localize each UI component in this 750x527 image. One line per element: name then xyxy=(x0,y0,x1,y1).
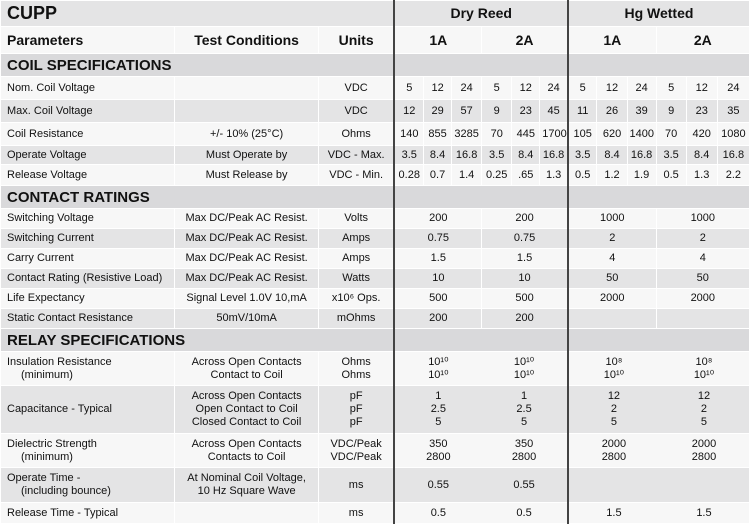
value-cell: 39 xyxy=(627,100,656,123)
value-cell: 445 xyxy=(512,123,540,146)
table-row xyxy=(1,123,750,146)
param-label: Switching Current xyxy=(1,229,175,249)
value-cell: 2000 xyxy=(568,289,656,309)
value-cell: 1.3 xyxy=(540,165,568,186)
unit: Watts xyxy=(318,269,394,289)
param-label: Life Expectancy xyxy=(1,289,175,309)
value-cell: 200 xyxy=(482,209,568,229)
param-label: Coil Resistance xyxy=(1,123,175,146)
value-cell: 10 xyxy=(482,269,568,289)
unit: pF xyxy=(349,390,363,402)
unit: VDC - Max. xyxy=(318,146,394,165)
condition: Across Open Contacts xyxy=(191,437,302,450)
condition: Max DC/Peak AC Resist. xyxy=(175,269,318,289)
value-cell: 35 xyxy=(717,100,749,123)
condition: Across Open Contacts xyxy=(191,355,302,368)
unit: pF xyxy=(349,403,363,415)
condition: 10 Hz Square Wave xyxy=(197,485,296,497)
value-cell: 1.5 xyxy=(606,506,622,519)
value-cell: 26 xyxy=(597,100,627,123)
value-cell: 12 xyxy=(686,77,717,100)
value-cell xyxy=(568,309,656,329)
value-cell: 12 xyxy=(512,77,540,100)
condition: Max DC/Peak AC Resist. xyxy=(175,249,318,269)
value-cell: 1.3 xyxy=(686,165,717,186)
param-label: Nom. Coil Voltage xyxy=(1,77,175,100)
value-cell: 12 xyxy=(607,390,621,402)
condition: +/- 10% (25°C) xyxy=(175,123,318,146)
value-cell: 2800 xyxy=(511,450,537,463)
value-cell: 29 xyxy=(424,100,452,123)
param-label: Capacitance - Typical xyxy=(1,386,175,434)
value-cell: 23 xyxy=(686,100,717,123)
section-contact: CONTACT RATINGS xyxy=(1,186,395,209)
value-cell: 8.4 xyxy=(512,146,540,165)
table-row xyxy=(1,100,750,123)
value-cell: 5 xyxy=(656,77,686,100)
table-row xyxy=(1,165,750,186)
table-row xyxy=(1,209,750,229)
value-cell: 200 xyxy=(394,209,481,229)
value-cell: 12 xyxy=(597,77,627,100)
param-label: Max. Coil Voltage xyxy=(1,100,175,123)
unit: x10⁶ Ops. xyxy=(318,289,394,309)
value-cell: 24 xyxy=(627,77,656,100)
value-cell: 105 xyxy=(568,123,597,146)
value-cell: 10⁸ xyxy=(605,355,623,368)
unit: VDC/Peak xyxy=(330,450,382,463)
unit: VDC xyxy=(318,77,394,100)
value-cell: 50 xyxy=(656,269,749,289)
condition: Closed Contact to Coil xyxy=(191,416,302,428)
value-cell: 24 xyxy=(540,77,568,100)
value-cell: 12 xyxy=(697,390,711,402)
value-cell: 3.5 xyxy=(656,146,686,165)
value-cell: 2800 xyxy=(426,450,451,463)
value-cell: 1400 xyxy=(627,123,656,146)
header-dry-2a: 2A xyxy=(482,27,568,54)
value-cell: 2.5 xyxy=(516,403,532,415)
value-cell: 3.5 xyxy=(568,146,597,165)
value-cell: 2 xyxy=(610,403,617,415)
condition: Must Operate by xyxy=(175,146,318,165)
header-test-conditions: Test Conditions xyxy=(175,27,318,54)
section-fill xyxy=(394,54,567,77)
param-label: Switching Voltage xyxy=(1,209,175,229)
value-cell: 10¹⁰ xyxy=(513,368,535,381)
param-label: (including bounce) xyxy=(21,485,111,497)
unit: Amps xyxy=(318,229,394,249)
value-cell: 8.4 xyxy=(597,146,627,165)
value-cell: 10¹⁰ xyxy=(693,368,715,381)
value-cell: 16.8 xyxy=(452,146,482,165)
value-cell: 1.9 xyxy=(627,165,656,186)
value-cell: 1.5 xyxy=(482,249,568,269)
unit: VDC xyxy=(318,100,394,123)
table-row xyxy=(1,309,750,329)
value-cell: 1080 xyxy=(717,123,749,146)
value-cell: 0.7 xyxy=(424,165,452,186)
unit: pF xyxy=(349,416,363,428)
value-cell: 8.4 xyxy=(424,146,452,165)
value-cell: 57 xyxy=(452,100,482,123)
value-cell: 70 xyxy=(656,123,686,146)
condition: At Nominal Coil Voltage, xyxy=(187,472,306,484)
value-cell: 0.5 xyxy=(656,165,686,186)
value-cell: 0.28 xyxy=(394,165,423,186)
value-cell: 16.8 xyxy=(717,146,749,165)
table-row xyxy=(1,146,750,165)
param-label: Release Voltage xyxy=(1,165,175,186)
condition: Contacts to Coil xyxy=(207,450,286,463)
unit: VDC/Peak xyxy=(330,437,382,450)
table-title: CUPP xyxy=(1,1,395,27)
value-cell: 2000 xyxy=(691,437,717,450)
condition: Signal Level 1.0V 10,mA xyxy=(175,289,318,309)
value-cell: 2800 xyxy=(691,450,717,463)
value-cell: 2.2 xyxy=(717,165,749,186)
value-cell: .65 xyxy=(512,165,540,186)
value-cell: 1 xyxy=(435,390,442,402)
value-cell: 1.2 xyxy=(597,165,627,186)
value-cell: 16.8 xyxy=(627,146,656,165)
unit: Ohms xyxy=(341,355,371,368)
header-units: Units xyxy=(318,27,394,54)
value-cell: 0.5 xyxy=(568,165,597,186)
table-row xyxy=(1,289,750,309)
table-row xyxy=(1,386,750,434)
value-cell: 4 xyxy=(568,249,656,269)
value-cell: 1.5 xyxy=(696,506,712,519)
unit: Volts xyxy=(318,209,394,229)
table-row xyxy=(1,229,750,249)
value-cell: 420 xyxy=(686,123,717,146)
value-cell: 5 xyxy=(568,77,597,100)
value-cell: 4 xyxy=(656,249,749,269)
value-cell: 855 xyxy=(424,123,452,146)
table-row xyxy=(1,77,750,100)
value-cell: 5 xyxy=(700,416,708,428)
section-fill xyxy=(568,54,750,77)
header-hg-2a: 2A xyxy=(656,27,749,54)
value-cell: 350 xyxy=(429,437,448,450)
value-cell: 3.5 xyxy=(482,146,512,165)
param-label: Operate Voltage xyxy=(1,146,175,165)
param-label: Contact Rating (Resistive Load) xyxy=(1,269,175,289)
section-fill xyxy=(568,186,750,209)
value-cell: 50 xyxy=(568,269,656,289)
table-row xyxy=(1,269,750,289)
condition: Max DC/Peak AC Resist. xyxy=(175,229,318,249)
section-coil: COIL SPECIFICATIONS xyxy=(1,54,395,77)
value-cell: 1000 xyxy=(568,209,656,229)
value-cell: 500 xyxy=(394,289,481,309)
param-label: Operate Time - xyxy=(7,472,81,484)
value-cell: 1000 xyxy=(656,209,749,229)
value-cell: 1 xyxy=(521,390,528,402)
value-cell: 10⁸ xyxy=(695,355,713,368)
param-label: (minimum) xyxy=(21,450,73,463)
unit: mOhms xyxy=(318,309,394,329)
header-dry-1a: 1A xyxy=(394,27,481,54)
value-cell: 45 xyxy=(540,100,568,123)
table-row xyxy=(1,468,750,503)
value-cell: 2.5 xyxy=(430,403,446,415)
value-cell: 24 xyxy=(717,77,749,100)
unit: ms xyxy=(318,503,394,524)
condition xyxy=(175,77,318,100)
value-cell: 5 xyxy=(521,416,528,428)
section-fill xyxy=(568,329,750,352)
condition xyxy=(175,100,318,123)
value-cell: 1.5 xyxy=(394,249,481,269)
param-label: Release Time - Typical xyxy=(1,503,175,524)
value-cell: 2 xyxy=(568,229,656,249)
value-cell: 24 xyxy=(452,77,482,100)
unit: Ohms xyxy=(341,368,371,381)
value-cell: 10¹⁰ xyxy=(513,355,535,368)
condition: Max DC/Peak AC Resist. xyxy=(175,209,318,229)
param-label: (minimum) xyxy=(21,368,73,381)
value-cell: 70 xyxy=(482,123,512,146)
value-cell: 16.8 xyxy=(540,146,568,165)
value-cell: 0.75 xyxy=(394,229,481,249)
value-cell: 350 xyxy=(514,437,534,450)
value-cell: 5 xyxy=(435,416,442,428)
header-parameters: Parameters xyxy=(1,27,175,54)
value-cell: 200 xyxy=(394,309,481,329)
param-label: Carry Current xyxy=(1,249,175,269)
value-cell: 2800 xyxy=(601,450,627,463)
value-cell: 0.5 xyxy=(516,506,532,519)
value-cell xyxy=(656,309,749,329)
value-cell: 0.75 xyxy=(482,229,568,249)
value-cell: 2000 xyxy=(601,437,627,450)
condition: Across Open Contacts xyxy=(191,390,302,402)
value-cell: 9 xyxy=(656,100,686,123)
value-cell: 620 xyxy=(597,123,627,146)
value-cell: 5 xyxy=(394,77,423,100)
group-hg-wetted: Hg Wetted xyxy=(568,1,750,27)
unit: Amps xyxy=(318,249,394,269)
section-fill xyxy=(394,329,567,352)
value-cell: 2 xyxy=(656,229,749,249)
value-cell: 9 xyxy=(482,100,512,123)
condition: Contact to Coil xyxy=(210,368,283,381)
value-cell: 0.5 xyxy=(430,506,446,519)
value-cell: 1700 xyxy=(540,123,568,146)
value-cell: 8.4 xyxy=(686,146,717,165)
value-cell: 200 xyxy=(482,309,568,329)
value-cell: 2 xyxy=(700,403,708,415)
value-cell: 10¹⁰ xyxy=(428,368,449,381)
unit: ms xyxy=(318,468,394,503)
unit: VDC - Min. xyxy=(318,165,394,186)
value-cell: 2000 xyxy=(656,289,749,309)
condition: 50mV/10mA xyxy=(175,309,318,329)
condition: Open Contact to Coil xyxy=(195,403,298,415)
table-row xyxy=(1,503,750,524)
table-row xyxy=(1,352,750,386)
value-cell: 0.25 xyxy=(482,165,512,186)
header-hg-1a: 1A xyxy=(568,27,656,54)
value-cell: 3.5 xyxy=(394,146,423,165)
value-cell: 1.4 xyxy=(452,165,482,186)
value-cell: 12 xyxy=(394,100,423,123)
value-cell: 12 xyxy=(424,77,452,100)
condition: Must Release by xyxy=(175,165,318,186)
value-cell: 10¹⁰ xyxy=(428,355,449,368)
unit: Ohms xyxy=(318,123,394,146)
value-cell: 5 xyxy=(610,416,617,428)
section-fill xyxy=(394,186,567,209)
value-cell: 11 xyxy=(568,100,597,123)
condition xyxy=(175,503,318,524)
value-cell: 500 xyxy=(482,289,568,309)
param-label: Dielectric Strength xyxy=(7,437,97,450)
value-cell: 10¹⁰ xyxy=(603,368,625,381)
param-label: Insulation Resistance xyxy=(7,355,112,368)
table-row xyxy=(1,249,750,269)
group-dry-reed: Dry Reed xyxy=(394,1,567,27)
table-row xyxy=(1,434,750,468)
value-cell: 5 xyxy=(482,77,512,100)
value-cell: 10 xyxy=(394,269,481,289)
value-cell: 0.55 xyxy=(513,478,535,491)
value-cell: 140 xyxy=(394,123,423,146)
value-cell: 23 xyxy=(512,100,540,123)
value-cell: 3285 xyxy=(452,123,482,146)
value-cell: 0.55 xyxy=(427,478,450,491)
section-relay: RELAY SPECIFICATIONS xyxy=(1,329,395,352)
param-label: Static Contact Resistance xyxy=(1,309,175,329)
